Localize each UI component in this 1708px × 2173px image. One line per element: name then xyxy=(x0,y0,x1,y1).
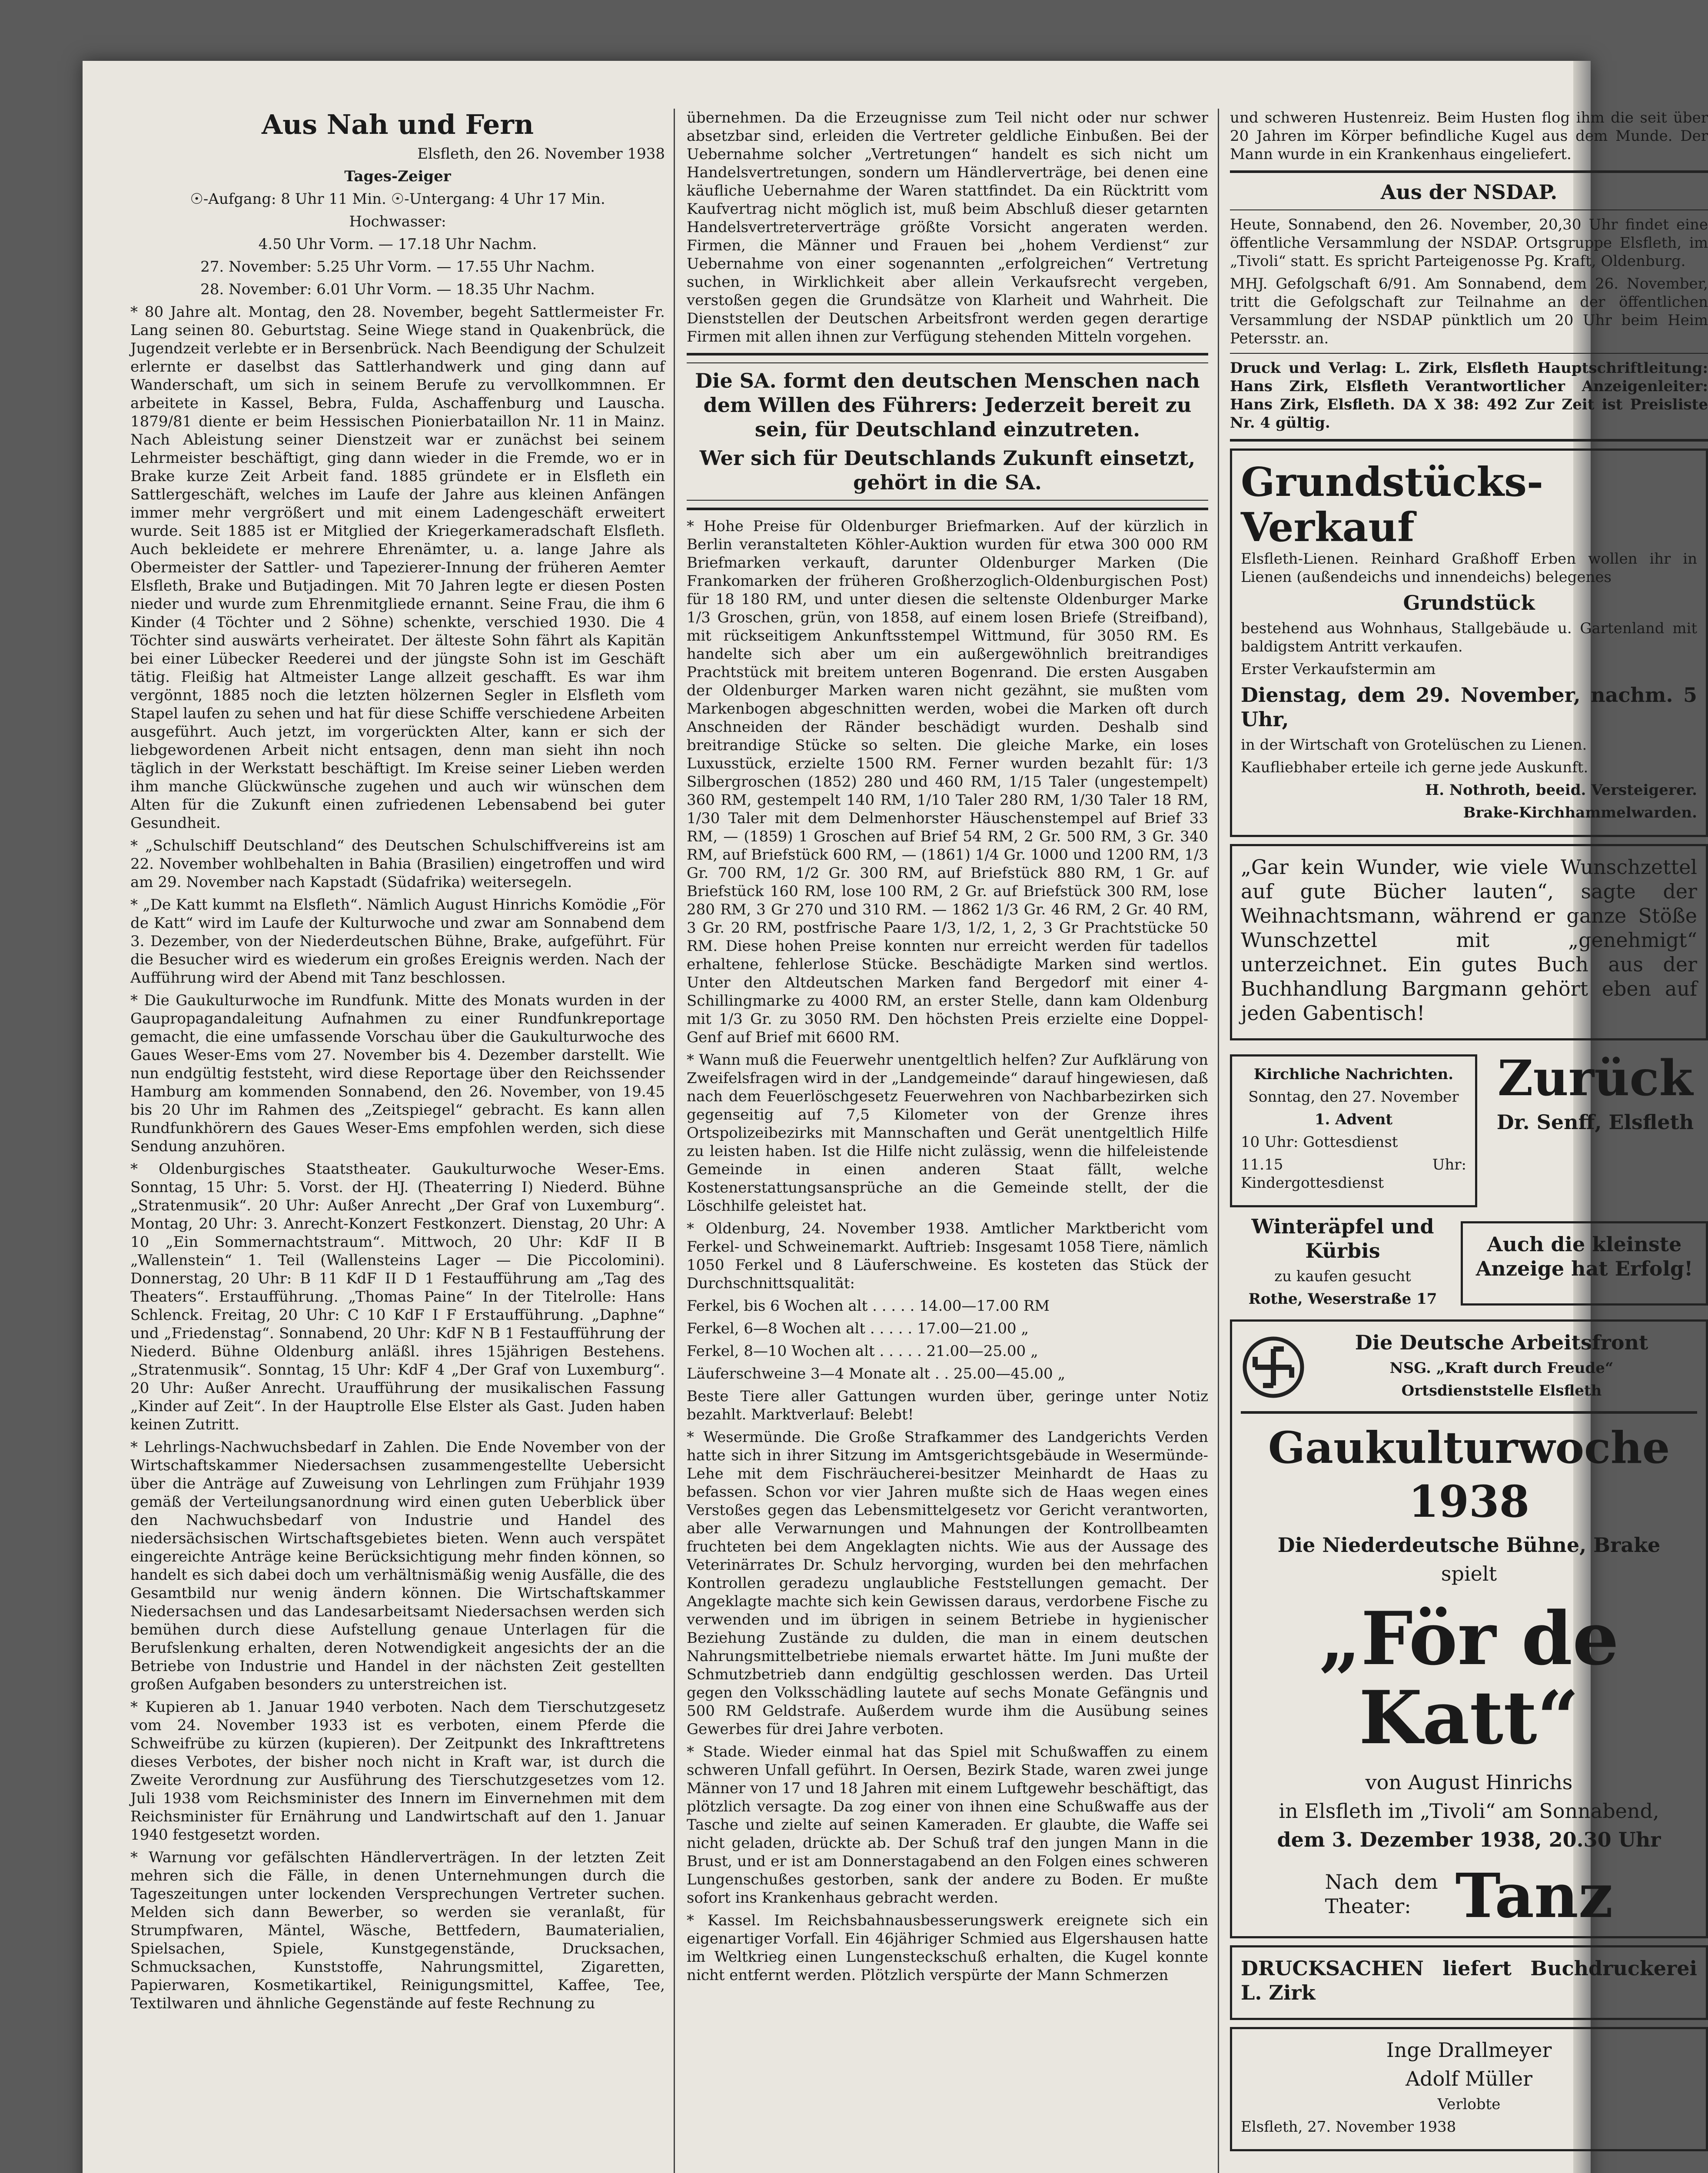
column-2 xyxy=(687,109,1208,1989)
rule xyxy=(1230,353,1708,354)
church-line: 10 Uhr: Gottesdienst xyxy=(1241,1133,1398,1151)
daf-line: Ortsdienststelle Elsfleth xyxy=(1401,1382,1602,1399)
nsdap-title: Aus der NSDAP. xyxy=(1380,180,1558,204)
article: und schweren Hustenreiz. Beim Husten flog ihm die seit über 20 Jahren im Körper befindliche Kugel aus dem Munde. Der Mann wurde in ein Krankenhaus eingeliefert. xyxy=(1230,109,1708,163)
price-line: Ferkel, 8—10 Wochen alt . . . . . 21.00—25.00 „ xyxy=(687,1342,1038,1360)
ad-date: Dienstag, dem 29. November, nachm. 5 Uhr, xyxy=(1241,683,1697,731)
ad-zurueck xyxy=(1482,1047,1708,1214)
dateline: Elsfleth, den 26. November 1938 xyxy=(417,145,665,163)
church-notice xyxy=(1230,1054,1477,1207)
hochwasser-title: Hochwasser: xyxy=(349,213,446,230)
church-title: Kirchliche Nachrichten. xyxy=(1253,1066,1454,1083)
ad-bookstore xyxy=(1230,844,1708,1040)
ad-text: „Gar kein Wunder, wie viele Wunschzettel auf gute Bücher lauten“, sagte der Weihnachtsmann, während er ganze Stöße Wunschzettel mit „genehmigt“ unterzeichnet. Ein gutes Buch aus der Buchhandlung Bargmann gehört eben auf jeden Gabentisch! xyxy=(1241,855,1697,1025)
daf-header xyxy=(1241,1330,1697,1404)
ad-zurueck-name: Dr. Senff, Elsfleth xyxy=(1496,1110,1694,1134)
sa-slogan: Die SA. formt den deutschen Menschen nach dem Willen des Führers: Jederzeit bereit zu sein, für Deutschland einzutreten. xyxy=(695,369,1200,441)
article: * Die Gaukulturwoche im Rundfunk. Mitte des Monats wurden in der Gaupropagandaleitung Aufnahmen zu einer Rundfunkreportage gemacht, die eine umfassende Vorschau über die Gaukulturwoche des Gaues Weser-Ems vom 27. November bis 4. Dezember darstellt. Wie nun endgültig feststeht, wird diese Reportage über den Reichssender Hamburg am kommenden Sonnabend, den 26. November, von 19.45 bis 20 Uhr im Rahmen des „Zeitspiegel“ gebracht. Es kann allen Rundfunkhörern des Gaues Weser-Ems empfohlen werden, sich diese Sendung anzuhören. xyxy=(130,992,665,1155)
ad-text: Auch die kleinste Anzeige hat Erfolg! xyxy=(1475,1233,1693,1280)
ad-text: DRUCKSACHEN liefert Buchdruckerei L. Zirk xyxy=(1241,1957,1697,2004)
column-divider xyxy=(674,109,675,2173)
ad-grundstueck xyxy=(1230,449,1708,837)
ad-signature: Rothe, Weserstraße 17 xyxy=(1248,1290,1437,1308)
daf-emblem-icon xyxy=(1241,1335,1306,1400)
ad-kleine xyxy=(1461,1221,1708,1306)
article: * Wann muß die Feuerwehr unentgeltlich helfen? Zur Aufklärung von Zweifelsfragen wird in der „Landgemeinde“ darauf hingewiesen, daß nach dem Feuerlöschgesetz Feuerwehren von Nachbarbezirken sich gegenseitig auf 7,5 Kilometer von der Grenze ihres Ortspolizeibezirks mit Mannschaften und Gerät unentgeltlich Hilfe zu leisten haben. Ist die Hilfe nicht zulässig, wenn die hilfeleistende Gemeinde in einen anderen Staat fällt, welche Kostenerstattungsansprüche an die Gemeinde stellt, der die Löschhilfe geleistet hat. xyxy=(687,1051,1208,1215)
rule xyxy=(1230,439,1708,442)
article: * Lehrlings-Nachwuchsbedarf in Zahlen. Die Ende November von der Wirtschaftskammer Niedersachsen zusammengestellte Uebersicht über die Anträge auf Zuweisung von Lehrlingen zum Frühjahr 1939 gemäß der Verteilungsanordnung wird einen guten Ueberblick über den Nachwuchsbedarf von Industrie und Handel des niedersächsischen Wirtschaftsgebietes bieten. Wenn auch verspätet eingereichte Anträge keine Berücksichtigung mehr finden können, so handelt es sich dabei doch um verhältnismäßig wenig Ausfälle, die des Gesamtbild nur wenig ändern können. Die Wirtschaftskammer Niedersachsen und das Landesarbeitsamt Niedersachsen werden sich bemühen durch diese Aufstellung genaue Unterlagen für die Berufslenkung erhalten, deren Notwendigkeit angesichts der an die Betriebe von Industrie und Handel in der nächsten Zeit gestellten großen Aufgaben besonders zu unterstreichen ist. xyxy=(130,1439,665,1693)
engagement-notice xyxy=(1230,2027,1708,2151)
tageszeiger-title: Tages-Zeiger xyxy=(344,168,451,185)
ad-date: dem 3. Dezember 1938, 20.30 Uhr xyxy=(1277,1828,1661,1851)
article: * Stade. Wieder einmal hat das Spiel mit Schußwaffen zu einem schweren Unfall geführt. In Oersen, Bezirk Stade, waren zwei junge Männer von 17 und 18 Jahren mit einem Luftgewehr beschäftigt, das plötzlich versagte. Da zog einer von ihnen eine Schußwaffe aus der Tasche und zielte auf seinen Kameraden. Er glaubte, die Waffe sei nicht geladen, drückte ab. Der Schuß traf den jungen Mann in die Brust, und er ist am Donnerstagabend an den Folgen eines schweren Lungenschußes gestorben, sank der andere zu Boden. Er mußte sofort ins Krankenhaus gebracht werden. xyxy=(687,1743,1208,1907)
ad-signature: H. Nothroth, beeid. Versteigerer. xyxy=(1425,781,1697,799)
ad-text: Erster Verkaufstermin am xyxy=(1241,661,1436,678)
sa-slogan: Wer sich für Deutschlands Zukunft einsetzt, gehört in die SA. xyxy=(699,446,1196,494)
hochwasser-line: 27. November: 5.25 Uhr Vorm. — 17.55 Uhr Nachm. xyxy=(200,258,595,276)
article: * 80 Jahre alt. Montag, den 28. November, begeht Sattlermeister Fr. Lang seinen 80. Geburtstag. Seine Wiege stand in Quakenbrück, die Jugendzeit verlebte er in Bersenbrück. Nach Beendigung der Schulzeit erlernte er daselbst das Sattlerhandwerk und ging dann auf Wanderschaft, um sich in seinem Berufe zu vervollkommnen. Er arbeitete in Kassel, Bebra, Fulda, Aschaffenburg und Lauscha. 1879/81 diente er beim Hessischen Pionierbataillon Nr. 11 in Mainz. Nach Ableistung seiner Dienstzeit war er zunächst bei seinem Lehrmeister beschäftigt, ging dann wieder in die Fremde, wo er in Brake kurze Zeit Arbeit fand. 1885 gründete er in Elsfleth ein Sattlergeschäft, welches im Laufe der Jahre aus kleinen Anfängen immer mehr vergrößert und mit einem Ladengeschäft erweitert wurde. Seit 1885 ist er Mitglied der Kriegerkameradschaft Elsfleth. Auch bekleidete er mehrere Ehrenämter, u. a. lange Jahre als Obermeister der Sattler- und Tapezierer-Innung der früheren Aemter Elsfleth, Brake und Butjadingen. Mit 70 Jahren legte er diesen Posten nieder und wurde zum Ehrenmitgliede ernannt. Seine Frau, die ihm 6 Kinder (4 Töchter und 2 Söhne) schenkte, verschied 1930. Die 4 Töchter sind auswärts verheiratet. Der älteste Sohn fährt als Kapitän bei einer Lübecker Reederei und der jüngste Sohn ist im Geschäft tätig. Fleißig hat Altmeister Lange allzeit geschafft. Es war ihm vergönnt, 1885 noch die letzten hölzernen Segler in Elsfleth vom Stapel laufen zu sehen und hat für diese Schiffe verschiedene Arbeiten ausgeführt. Auch jetzt, im vorgerückten Alter, kann er sich der liebgewordenen Arbeit nicht entsagen, denn man sieht ihn noch täglich in der Werkstatt beschäftigt. Im Kreise seiner Lieben werden ihm manche Glückwünsche zugehen und auch wir wünschen dem Alten für die Zukunft einen zufriedenen Lebensabend bei guter Gesundheit. xyxy=(130,303,665,832)
column-1 xyxy=(130,109,665,2017)
daf-line: Die Deutsche Arbeitsfront xyxy=(1355,1331,1648,1354)
ad-text: zu kaufen gesucht xyxy=(1274,1268,1411,1285)
ad-text: bestehend aus Wohnhaus, Stallgebäude u. Gartenland mit baldigstem Antritt verkaufen. xyxy=(1241,620,1697,655)
ad-text: spielt xyxy=(1441,1562,1497,1585)
article: * „Schulschiff Deutschland“ des Deutschen Schulschiffvereins ist am 22. November wohlbehalten in Bahia (Brasilien) eingetroffen und wird am 29. November nach Kapstadt (Südafrika) weitersegeln. xyxy=(130,837,665,891)
price-line: Ferkel, bis 6 Wochen alt . . . . . 14.00—17.00 RM xyxy=(687,1297,1050,1315)
price-line: Ferkel, 6—8 Wochen alt . . . . . 17.00—21.00 „ xyxy=(687,1320,1029,1337)
rule xyxy=(687,508,1208,510)
ad-winter-title: Winteräpfel und Kürbis xyxy=(1251,1215,1434,1263)
engagement-label: Verlobte xyxy=(1437,2096,1501,2113)
article: * Kupieren ab 1. Januar 1940 verboten. Nach dem Tierschutzgesetz vom 24. November 1933 ist es verboten, einem Pferde die Schweifrübe zu kürzen (kupieren). Der Zeitpunkt des Inkrafttretens dieses Verbotes, der bisher noch nicht in Kraft war, ist durch die Zweite Verordnung zur Ausführung des Tierschutzgesetzes vom 12. Juli 1938 vom Reichsminister des Innern im Einvernehmen mit dem Reichsminister für Ernährung und Landwirtschaft auf den 1. Januar 1940 festgesetzt worden. xyxy=(130,1698,665,1844)
rule xyxy=(687,500,1208,501)
nsdap-notice: Heute, Sonnabend, den 26. November, 20,30 Uhr findet eine öffentliche Versammlung der NSDAP. Ortsgruppe Elsfleth, im „Tivoli“ statt. Es spricht Parteigenosse Pg. Kraft, Oldenburg. xyxy=(1230,216,1708,270)
gaukulturwoche-title: Gaukulturwoche 1938 xyxy=(1268,1422,1670,1527)
ad-text: Elsfleth-Lienen. Reinhard Graßhoff Erben wollen ihr in Lienen (außendeichs und innendeichs) belegenes xyxy=(1241,550,1697,586)
article: * Oldenburgisches Staatstheater. Gaukulturwoche Weser-Ems. Sonntag, 15 Uhr: 5. Vorst. der HJ. (Theaterring I) Niederd. Bühne „Stratenmusik“. 20 Uhr: Außer Anrecht „Der Graf von Luxemburg“. Montag, 20 Uhr: 3. Anrecht-Konzert Festkonzert. Dienstag, 20 Uhr: A 10 „Ein Sommernachtstraum“. Mittwoch, 20 Uhr: KdF II B „Wallenstein“ 1. Teil (Wallensteins Lager — Die Piccolomini). Donnerstag, 20 Uhr: B 11 KdF II D 1 Festaufführung am „Tag des Theaters“. Erstaufführung. „Thomas Paine“ In der Titelrolle: Hans Schlenck. Freitag, 20 Uhr: C 10 KdF I F Erstaufführung. „Daphne“ und „Friedenstag“. Sonnabend, 20 Uhr: KdF N B 1 Festaufführung der Niederd. Bühne Oldenburg anläßl. ihres 15jährigen Bestehens. „Stratenmusik“. Sonntag, 15 Uhr: KdF 4 „Der Graf von Luxemburg“. 20 Uhr: Außer Anrecht. Uraufführung der musikalischen Fassung „Kinder auf Zeit“. In der Hauptrolle Else Elster als Gast. Juden haben keinen Zutritt. xyxy=(130,1160,665,1433)
newspaper-page xyxy=(83,61,1708,2173)
ad-text: Die Niederdeutsche Bühne, Brake xyxy=(1277,1533,1661,1557)
sun-times: ☉-Aufgang: 8 Uhr 11 Min. ☉-Untergang: 4 Uhr 17 Min. xyxy=(190,190,605,208)
rule xyxy=(1241,1411,1697,1414)
ad-winter xyxy=(1230,1214,1455,1312)
tanz-title: Tanz xyxy=(1455,1861,1613,1932)
ad-drucksachen xyxy=(1230,1945,1708,2020)
ad-text: von August Hinrichs xyxy=(1365,1771,1573,1794)
hochwasser-line: 28. November: 6.01 Uhr Vorm. — 18.35 Uhr Nachm. xyxy=(200,281,595,298)
section-heading: Aus Nah und Fern xyxy=(261,109,534,140)
rule xyxy=(1230,209,1708,210)
column-3 xyxy=(1230,109,1708,2158)
ad-text: Kaufliebhaber erteile ich gerne jede Auskunft. xyxy=(1241,759,1588,776)
engagement-date: Elsfleth, 27. November 1938 xyxy=(1241,2118,1456,2136)
rule xyxy=(1230,170,1708,173)
church-line: Sonntag, den 27. November xyxy=(1248,1088,1459,1106)
column-divider xyxy=(1218,109,1219,2173)
article: * „De Katt kummt na Elsfleth“. Nämlich August Hinrichs Komödie „För de Katt“ wird im Laufe der Kulturwoche und zwar am Sonnabend dem 3. Dezember, von der Niederdeutschen Bühne, Brake, aufgeführt. Für die Besucher wird es wiederum ein großes Ereignis werden. Nach der Aufführung wird der Abend mit Tanz beschlossen. xyxy=(130,896,665,987)
rule xyxy=(687,353,1208,356)
ad-text: in Elsfleth im „Tivoli“ am Sonnabend, xyxy=(1279,1799,1659,1823)
imprint: Druck und Verlag: L. Zirk, Elsfleth Hauptschriftleitung: Hans Zirk, Elsfleth Verantwortlicher Anzeigenleiter: Hans Zirk, Elsfleth. DA X 38: 492 Zur Zeit ist Preisliste Nr. 4 gültig. xyxy=(1230,359,1708,432)
tanz-row xyxy=(1241,1861,1697,1932)
article: übernehmen. Da die Erzeugnisse zum Teil nicht oder nur schwer absetzbar sind, erleiden die Vertreter geldliche Einbußen. Bei der Uebernahme solcher „Vertretungen“ handelt es sich nicht um Handelsvertretungen, sondern um Händlerverträge, bei denen eine käufliche Uebernahme der Waren stattfindet. Da ein Rücktritt vom Kaufvertrag nicht möglich ist, muß beim Abschluß dieser getarnten Handelsvertreterverträge größte Vorsicht angeraten werden. Firmen, die Männer und Frauen bei „hohem Verdienst“ zur Uebernahme von einer sogenannten „erfolgreichen“ Vertretung suchen, in Wirklichkeit aber allein Verkaufsrecht vergeben, verstoßen gegen die Grundsätze von Klarheit und Wahrheit. Die Dienststellen der Deutschen Arbeitsfront werden gegen derartige Firmen mit allen ihnen zur Verfügung stehenden Mitteln vorgehen. xyxy=(687,109,1208,346)
ad-zurueck-title: Zurück xyxy=(1497,1050,1693,1107)
article: * Hohe Preise für Oldenburger Briefmarken. Auf der kürzlich in Berlin veranstalteten Köhler-Auktion wurden für etwa 300 000 RM Briefmarken verkauft, darunter Oldenburger Marken (Die Frankomarken der früheren Großherzoglich-Oldenburgischen Post) für 18 180 RM, und unter diesen die seltenste Oldenburger Marke 1/3 Groschen, grün, von 1858, auf einem losen Briefe (Streifband), mit rückseitigem Ankunftsstempel Wittmund, für 3050 RM. Es handelte sich aber um ein außergewöhnlich breitrandiges Prachtstück mit breitem unteren Bogenrand. Die ersten Ausgaben der Oldenburger Marken waren nicht gezähnt, sie mußten vom Markenbogen abgeschnitten werden, wobei die Marken oft durch Anschneiden der Ränder beschädigt wurden. Deshalb sind breitrandige Stücke so selten. Die gleiche Marke, ein loses Luxusstück, erzielte 1500 RM. Ferner wurden bezahlt für: 1/3 Silbergroschen (1852) 280 und 460 RM, 1/15 Taler (ungestempelt) 360 RM, gestempelt 140 RM, 1/10 Taler 280 RM, 1/30 Taler 18 RM, 1/30 Taler mit dem Delmenhorster Häuschenstempel auf Brief 33 RM, — (1859) 1 Groschen auf Brief 54 RM, 2 Gr. 500 RM, 3 Gr. 340 RM, auf Briefstück 600 RM, — (1861) 1/4 Gr. 1000 und 1200 RM, 1/3 Gr. 700 RM, 1/2 Gr. 300 RM, auf Briefstück 880 RM, 1 Gr. auf Briefstück 160 RM, lose 100 RM, 2 Gr. auf Briefstück 300 RM, lose 280 RM, 3 Gr 270 und 310 RM. — 1862 1/3 Gr. 46 RM, 2 Gr. 40 RM, 3 Gr. 20 RM, postfrische Paare 1/3, 1/2, 1, 2, 3 Gr Prachtstücke 50 RM. Diese hohen Preise konnten nur erreicht werden für tadellos erhaltene, fehlerlose Stücke. Beschädigte Marken sind wertlos. Unter den Altdeutschen Marken fand Bergedorf mit einer 4-Schillingmarke zu 4000 RM, an erster Stelle, dann kam Oldenburg mit 1/3 Gr. zu 3050 RM. Den höchsten Preis erzielte eine Doppel-Genf auf Brief mit 6600 RM. xyxy=(687,518,1208,1046)
article: * Wesermünde. Die Große Strafkammer des Landgerichts Verden hatte sich in ihrer Sitzung im Amtsgerichtsgebäude in Wesermünde-Lehe mit dem Fischräucherei-besitzer Meinhardt de Haas zu befassen. Schon vor vier Jahren mußte sich de Haas wegen eines Verstoßes gegen das Lebensmittelgesetz vor Gericht verantworten, aber alle Verwarnungen und Mahnungen der Kontrollbeamten fruchteten bei dem Angeklagten nichts. Wie aus der Aussage des Veterinärrates Dr. Schulz hervorging, wurden bei den mehrfachen Kontrollen geradezu unglaubliche Feststellungen gemacht. Der Angeklagte machte sich kein Gewissen daraus, verdorbene Fische zu verwenden und im übrigen in seinem Betriebe in hygienischer Beziehung Zustände zu dulden, die man in einem deutschen Nahrungsmittelbetriebe niemals erwartet hätte. Im Juni mußte der Schmutzbetrieb dann endgültig geschlossen werden. Das Urteil gegen den Volksschädling lautete auf sechs Monate Gefängnis und 500 RM Geldstrafe. Außerdem wurde ihm die Ausübung seines Gewerbes für drei Jahre verboten. xyxy=(687,1429,1208,1738)
church-line: 1. Advent xyxy=(1314,1111,1393,1128)
article: Beste Tiere aller Gattungen wurden über, geringe unter Notiz bezahlt. Marktverlauf: Belebt! xyxy=(687,1388,1208,1423)
article: * Oldenburg, 24. November 1938. Amtlicher Marktbericht vom Ferkel- und Schweinemarkt. Auftrieb: Insgesamt 1058 Tiere, nämlich 1050 Ferkel und 8 Läuferschweine. Es kosteten das Stück der Durchschnittsqualität: xyxy=(687,1220,1208,1292)
ad-text: in der Wirtschaft von Grotelüschen zu Lienen. xyxy=(1241,736,1587,754)
engagement-name: Inge Drallmeyer xyxy=(1386,2038,1552,2062)
ad-text: Nach dem Theater: xyxy=(1325,1870,1438,1918)
ad-row xyxy=(1230,1214,1708,1312)
church-line: 11.15 Uhr: Kindergottesdienst xyxy=(1241,1156,1466,1192)
ad-emphasis: Grundstück xyxy=(1403,591,1535,615)
ad-gaukulturwoche xyxy=(1230,1319,1708,1938)
nsdap-notice: MHJ. Gefolgschaft 6/91. Am Sonnabend, dem 26. November, tritt die Gefolgschaft zur Teilnahme an der öffentlichen Versammlung der NSDAP pünktlich um 20 Uhr beim Heim Petersstr. an. xyxy=(1230,275,1708,347)
ad-signature: Brake-Kirchhammelwarden. xyxy=(1463,804,1697,821)
article: * Kassel. Im Reichsbahnausbesserungswerk ereignete sich ein eigenartiger Vorfall. Ein 46jähriger Schmied aus Elgershausen hatte im Weltkrieg einen Lungensteckschuß erhalten, die Kugel konnte nicht entfernt werden. Plötzlich verspürte der Mann Schmerzen xyxy=(687,1912,1208,1984)
daf-line: NSG. „Kraft durch Freude“ xyxy=(1389,1359,1614,1377)
engagement-name: Adolf Müller xyxy=(1405,2067,1533,2090)
ad-row xyxy=(1230,1047,1708,1214)
price-line: Läuferschweine 3—4 Monate alt . . 25.00—45.00 „ xyxy=(687,1365,1066,1382)
ad-title: Grundstücks-Verkauf xyxy=(1241,459,1544,551)
article: * Warnung vor gefälschten Händlerverträgen. In der letzten Zeit mehren sich die Fälle, in denen Unternehmungen durch die Tageszeitungen unter lockenden Versprechungen Vertreter suchen. Melden sich dann Bewerber, so werden sie veranlaßt, für Strumpfwaren, Mäntel, Wäsche, Bettfedern, Baumaterialien, Spielsachen, Spiele, Kunstgegenstände, Drucksachen, Schmucksachen, Kunststoffe, Nahrungsmittel, Zigaretten, Papierwaren, Kosmetikartikel, Reinigungsmittel, Kaffee, Tee, Textilwaren und ähnliche Gegenstände auf feste Rechnung zu xyxy=(130,1849,665,2012)
play-title: „För de Katt“ xyxy=(1319,1595,1619,1761)
hochwasser-line: 4.50 Uhr Vorm. — 17.18 Uhr Nachm. xyxy=(258,236,537,253)
rule xyxy=(687,362,1208,363)
